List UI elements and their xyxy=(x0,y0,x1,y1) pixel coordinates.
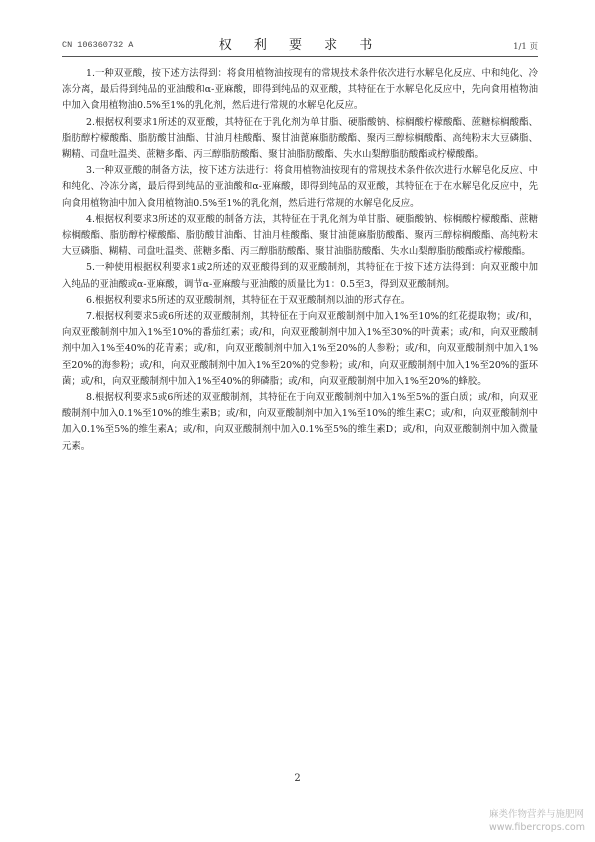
claim-1: 1.一种双亚酸，按下述方法得到：将食用植物油按现有的常规技术条件依次进行水解皂化反应、中和纯化、冷冻分离，最后得到纯品的亚油酸和α-亚麻酸，即得到纯品的双亚酸，其特征在于水解皂化反应中，先向食用植物油中加入食用植物油0.5%至1%的乳化剂，然后进行常规的水解皂化反应。 xyxy=(62,68,538,112)
claim-7: 7.根据权利要求5或6所述的双亚酸制剂，其特征在于向双亚酸制剂中加入1%至10%的红花提取物；或/和，向双亚酸制剂中加入1%至10%的番茄红素；或/和，向双亚酸制剂中加入1%至30%的叶黄素；或/和，向双亚酸制剂中加入1%至40%的花青素；或/和，向双亚酸制剂中加入1%至20%的人参粉；或/和，向双亚酸制剂中加入1%至20%的海参粉；或/和，向双亚酸制剂中加入1%至20%的党参粉；或/和，向双亚酸制剂中加入1%至20%的蛋环菌；或/和，向双亚酸制剂中加入1%至40%的卵磷脂；或/和，向双亚酸制剂中加入1%至20%的蜂胶。 xyxy=(62,311,538,387)
site-watermark xyxy=(489,808,585,834)
page-title: 权 利 要 求 书 xyxy=(218,38,382,53)
claims-list xyxy=(62,66,538,455)
claim-5: 5.一种使用根据权利要求1或2所述的双亚酸得到的双亚酸制剂，其特征在于按下述方法得到：向双亚酸中加入纯品的亚油酸或α-亚麻酸，调节α-亚麻酸与亚油酸的质量比为1：0.5至3，得到双亚酸制剂。 xyxy=(62,262,538,290)
claim-6: 6.根据权利要求5所述的双亚酸制剂，其特征在于双亚酸制剂以油的形式存在。 xyxy=(86,294,411,306)
publication-number: CN 106360732 A xyxy=(62,40,134,50)
watermark-name: 麻类作物营养与施肥网 xyxy=(488,809,584,820)
claim-2: 2.根据权利要求1所述的双亚酸，其特征在于乳化剂为单甘脂、硬脂酸钠、棕榈酸柠檬酸酯、蔗糖棕榈酸酯、脂肪醇柠檬酸酯、脂肪酸甘油酯、甘油月桂酸酯、聚甘油蓖麻脂肪酸酯、聚丙三醇棕榈酸酯、高纯粉末大豆磷脂、糊精、司盘吐温类、蔗糖多酯、丙三醇脂肪酸酯、聚甘油脂肪酸酯、失水山梨醇脂肪酸酯或柠檬酸酯。 xyxy=(62,116,538,161)
claim-3: 3.一种双亚酸的制备方法，按下述方法进行：将食用植物油按现有的常规技术条件依次进行水解皂化反应、中和纯化、冷冻分离，最后得到纯品的亚油酸和α-亚麻酸，即得到纯品的双亚酸，其特征在于在水解皂化反应中，先向食用植物油中加入食用植物油0.5%至1%的乳化剂，然后进行常规的水解皂化反应。 xyxy=(62,165,538,209)
claim-8: 8.根据权利要求5或6所述的双亚酸制剂，其特征在于向双亚酸制剂中加入1%至5%的蛋白质；或/和，向双亚酸制剂中加入0.1%至10%的维生素B；或/和，向双亚酸制剂中加入1%至10%的维生素C；或/和，向双亚酸制剂中加入0.1%至5%的维生素A；或/和，向双亚酸制剂中加入0.1%至5%的维生素D；或/和，向双亚酸制剂中加入微量元素。 xyxy=(62,392,538,452)
watermark-url: www.fibercrops.com xyxy=(488,822,585,833)
claim-4: 4.根据权利要求3所述的双亚酸的制备方法，其特征在于乳化剂为单甘脂、硬脂酸钠、棕榈酸柠檬酸酯、蔗糖棕榈酸酯、脂肪醇柠檬酸酯、脂肪酸甘油酯、甘油月桂酸酯、聚甘油蓖麻脂肪酸酯、聚丙三醇棕榈酸酯、高纯粉末大豆磷脂、糊精、司盘吐温类、蔗糖多酯、丙三醇脂肪酸酯、聚甘油脂肪酸酯、失水山梨醇脂肪酸酯或柠檬酸酯。 xyxy=(62,213,538,258)
header-divider xyxy=(62,56,538,57)
page-info: 1/1 页 xyxy=(513,42,538,52)
document-header xyxy=(62,34,538,54)
page-number: 2 xyxy=(294,773,301,784)
